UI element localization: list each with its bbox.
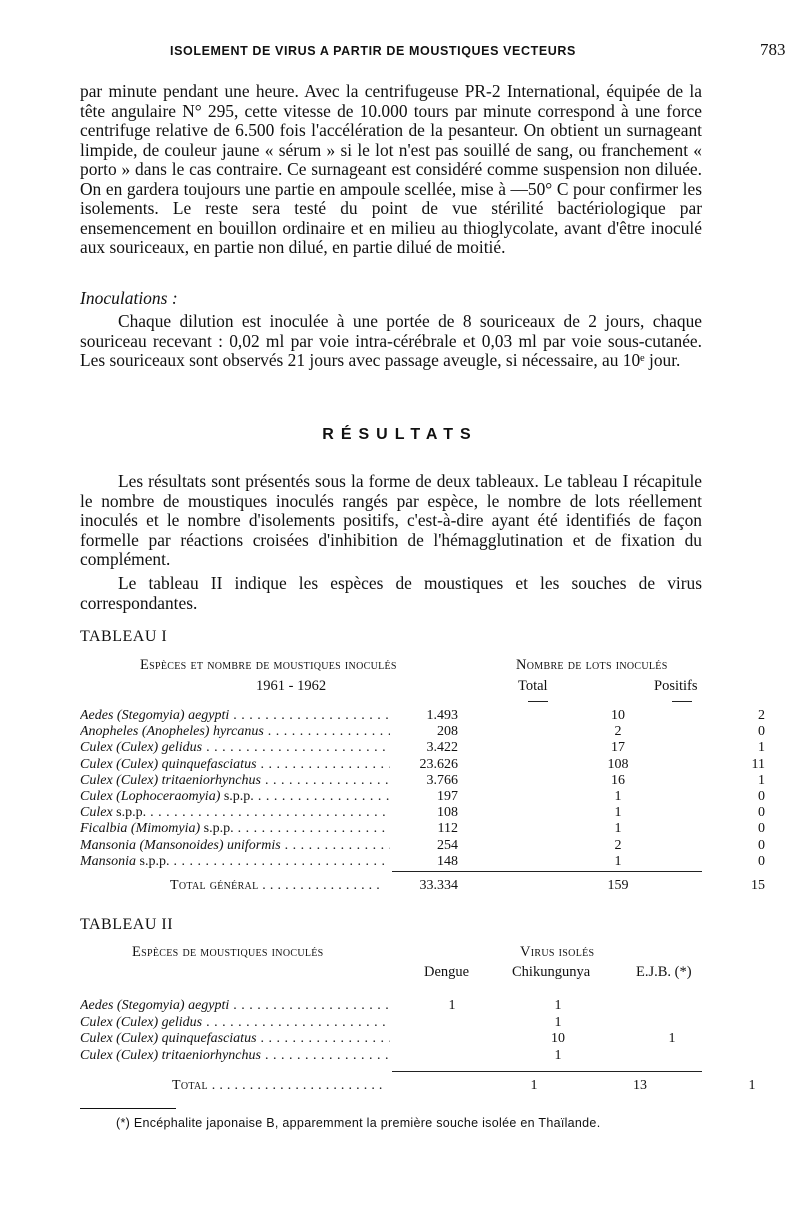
table1-lots-total: 10 <box>611 708 625 723</box>
footnote: (*) Encéphalite japonaise B, apparemment la première souche isolée en Thaïlande. <box>116 1116 601 1130</box>
table1-row <box>80 805 765 821</box>
table1-species: Culex (Culex) tritaeniorhynchus . . . <box>80 773 390 789</box>
table1-lots-positive: 11 <box>751 756 765 772</box>
table1-total-count: 33.334 <box>419 878 458 893</box>
table2-species: Culex (Culex) gelidus . . . <box>80 1015 390 1031</box>
table1-dash-positive <box>672 701 692 702</box>
table2-head-virus: Virus isolés <box>520 944 595 960</box>
table1-total-label: Total général . . . <box>170 878 380 894</box>
table2-chikungunya: 1 <box>554 1014 562 1030</box>
table1-count: 108 <box>437 805 458 821</box>
table1-species: Anopheles (Anopheles) hyrcanus . . . <box>80 724 390 740</box>
page-number: 783 <box>760 40 786 59</box>
table1-lots-positive: 2 <box>758 708 765 723</box>
table1-species: Culex (Lophoceraomyia) s.p.p. . . . <box>80 789 390 805</box>
table1-count: 112 <box>437 821 458 837</box>
table1-head-total: Total <box>518 678 548 694</box>
table1-count: 3.422 <box>426 740 458 756</box>
table1-label: TABLEAU I <box>80 628 168 645</box>
table1-species: Culex s.p.p. . . . <box>80 805 390 821</box>
table2-row <box>80 998 704 1014</box>
table2-label: TABLEAU II <box>80 916 174 933</box>
table1-lots-positive: 0 <box>758 805 765 821</box>
table1-row <box>80 853 765 870</box>
table2-species: Culex (Culex) tritaeniorhynchus . . . <box>80 1048 390 1064</box>
table2-total-label: Total . . . <box>172 1078 382 1094</box>
paragraph-inoculations: Chaque dilution est inoculée à une portée de 8 souriceaux de 2 jours, chaque souriceau recevant : 0,02 ml par voie intra-cérébrale et 0,03 ml par voie sous-cutanée. Les souriceaux sont observés 21 jours avec passage aveugle, si nécessaire, au 10ᵉ jour. <box>80 311 702 370</box>
table1-lots-positive: 0 <box>758 789 765 804</box>
table2-col-ejb: E.J.B. (*) <box>636 964 692 980</box>
table1-species: Culex (Culex) gelidus . . . <box>80 740 390 756</box>
table2-chikungunya: 10 <box>551 1031 565 1046</box>
table1-lots-positive: 1 <box>758 740 765 756</box>
table1-total-rule <box>392 871 702 872</box>
table1-species: Culex (Culex) quinquefasciatus . . . <box>80 757 390 773</box>
table1-head-years: 1961 - 1962 <box>256 678 327 694</box>
table1-species: Aedes (Stegomyia) aegypti . . . <box>80 708 390 724</box>
paragraph-table2-intro: Le tableau II indique les espèces de moustiques et les souches de virus correspondantes. <box>80 573 702 613</box>
footnote-rule <box>80 1108 176 1109</box>
table1-total-positive: 15 <box>751 878 765 893</box>
table2-chikungunya: 1 <box>554 998 562 1013</box>
table1-species: Ficalbia (Mimomyia) s.p.p. . . . <box>80 821 390 837</box>
table1-lots-positive: 0 <box>758 837 765 853</box>
table2-row <box>80 1048 704 1064</box>
table1-total-row <box>80 878 765 894</box>
subheading-inoculations: Inoculations : <box>80 288 178 308</box>
table1-lots-positive: 0 <box>758 853 765 869</box>
table2-total-rule <box>392 1071 702 1072</box>
table2-row <box>80 1031 704 1047</box>
table1-count: 208 <box>437 724 458 740</box>
table1-lots-total: 1 <box>614 789 622 804</box>
table1-count: 1.493 <box>426 708 458 723</box>
table2-col-dengue: Dengue <box>424 964 470 980</box>
table2-chikungunya: 1 <box>554 1047 562 1063</box>
running-title: ISOLEMENT DE VIRUS A PARTIR DE MOUSTIQUES VECTEURS <box>170 44 576 58</box>
table1-row <box>80 708 765 724</box>
table1-row <box>80 837 765 854</box>
table2-total-dengue: 1 <box>530 1078 538 1093</box>
table2-species: Culex (Culex) quinquefasciatus . . . <box>80 1031 390 1047</box>
table1-count: 148 <box>437 853 458 869</box>
table1-lots-total: 1 <box>614 821 622 837</box>
table1-head-lots: Nombre de lots inoculés <box>516 657 668 673</box>
paragraph-results-intro: Les résultats sont présentés sous la forme de deux tableaux. Le tableau I récapitule le nombre de moustiques inoculés rangés par espèce, le nombre de lots réellement inoculés et le nombre d'isolements positifs, c'est-à-dire ayant été identifiés de façon formelle par réactions croisées d'inhibition de l'hémagglutination et de fixation du complément. <box>80 471 702 569</box>
table1-lots-total: 17 <box>611 740 625 756</box>
table1-lots-total: 1 <box>614 805 622 821</box>
table2-species: Aedes (Stegomyia) aegypti . . . <box>80 998 390 1014</box>
table1-lots-positive: 0 <box>758 821 765 837</box>
table1-row <box>80 724 765 740</box>
table1-row <box>80 772 765 789</box>
table1-row <box>80 740 765 756</box>
table1-count: 197 <box>437 789 458 804</box>
table1-lots-total: 16 <box>611 772 625 788</box>
table1-dash-total <box>528 701 548 702</box>
table1-species: Mansonia (Mansonoides) uniformis . . . <box>80 838 390 854</box>
table1-head-positive: Positifs <box>654 678 698 694</box>
table1-lots-total: 2 <box>614 724 622 740</box>
table2-total-row <box>80 1078 756 1094</box>
table1-total-lots: 159 <box>607 878 629 893</box>
table1-row <box>80 821 765 837</box>
table1-count: 23.626 <box>419 756 458 772</box>
table1-lots-total: 108 <box>607 756 629 772</box>
paragraph-centrifugation: par minute pendant une heure. Avec la centrifugeuse PR-2 International, équipée de la tête angulaire N° 295, cette vitesse de 10.000 tours par minute correspond à une force centrifuge relative de 6.500 fois l'accélération de la pesanteur. On obtient un surnageant limpide, de couleur jaune « sérum » si le lot n'est pas souillé de sang, ou franchement « porto » dans le cas contraire. Ce surnageant est considéré comme suspension non diluée. On en gardera toujours une partie en ampoule scellée, mise à —50° C pour confirmer les isolements. Le reste sera testé du point de vue stérilité bactériologique par ensemencement en bouillon ordinaire et en milieu au thioglycolate, avant d'être inoculé aux souriceaux, en partie non dilué, en partie dilué de moitié. <box>80 81 702 257</box>
table1-lots-total: 1 <box>614 853 622 869</box>
table2-col-chikungunya: Chikungunya <box>512 964 591 980</box>
table1-lots-positive: 0 <box>758 724 765 740</box>
table2-dengue: 1 <box>448 998 456 1013</box>
table1-head-species: Espèces et nombre de moustiques inoculés <box>140 657 397 673</box>
table1-count: 3.766 <box>426 772 458 788</box>
table2-total-ejb: 1 <box>748 1078 756 1093</box>
table1-row <box>80 789 765 805</box>
table2-total-chikungunya: 13 <box>633 1078 647 1093</box>
table1-species: Mansonia s.p.p. . . . <box>80 854 390 870</box>
table1-row <box>80 756 765 773</box>
table1-count: 254 <box>437 837 458 853</box>
table2-ejb: 1 <box>668 1031 676 1046</box>
section-title-resultats: RÉSULTATS <box>322 426 478 443</box>
table2-row <box>80 1015 704 1031</box>
table1-lots-total: 2 <box>614 837 622 853</box>
table1-lots-positive: 1 <box>758 772 765 788</box>
table2-head-species: Espèces de moustiques inoculés <box>132 944 324 960</box>
